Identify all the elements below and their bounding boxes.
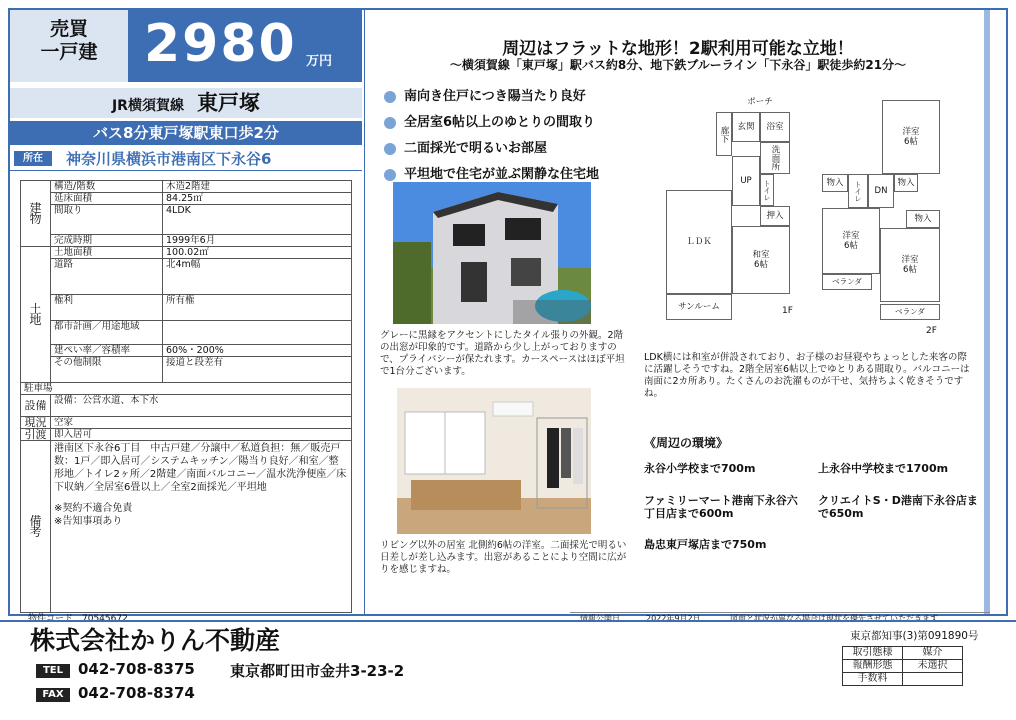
spec-label: 延床面積 [51, 193, 163, 205]
parking-label: 駐車場 [21, 383, 352, 395]
fp-genkan: 玄関 [732, 112, 760, 142]
spec-row [21, 193, 352, 205]
exterior-photo [393, 182, 591, 324]
caption-exterior: グレーに黒縁をアクセントにしたタイル張りの外観。2階の出窓が印象的です。道路から少し上がっておりますので、プライバシーが保たれます。カースペースはほぼ平坦で1台分ございます。 [380, 330, 625, 377]
fee-label: 手数料 [843, 673, 903, 686]
fax-icon: FAX [36, 688, 70, 702]
fp-closet: 物入 [822, 174, 848, 192]
fee-label: 取引態様 [843, 647, 903, 660]
floorplan-1f [664, 94, 798, 322]
bullet-icon [384, 117, 396, 129]
bullet-icon [384, 143, 396, 155]
floorplan-2f [822, 90, 942, 336]
env-item: 永谷小学校まで700m [644, 462, 756, 475]
spec-row [21, 429, 352, 441]
station-name: 東戸塚 [197, 91, 261, 115]
access-bar: バス8分東戸塚駅東口歩2分 [10, 121, 362, 145]
handover-value: 即入居可 [51, 429, 352, 441]
bullet-icon [384, 169, 396, 181]
spec-value: 北4m幅 [163, 259, 352, 295]
fp-closet: 物入 [894, 174, 918, 192]
spec-row [21, 345, 352, 357]
spec-row [21, 247, 352, 259]
line-name: JR横須賀線 [111, 98, 184, 114]
fp-closet: 物入 [906, 210, 940, 228]
caption-plan: LDK横には和室が併設されており、お子様のお昼寝やちょっとした来客の際に活躍しそうですね。2階全居室6帖以上でゆとりある間取り。バルコニーは南面に2カ所あり。たくさんのお洗濯ものが干せ、気持ちよく乾きそうですね。 [644, 352, 970, 399]
fax-number: 042-708-8374 [78, 684, 195, 702]
bullet-item [384, 112, 599, 134]
spec-label: 土地面積 [51, 247, 163, 259]
env-item: クリエイトS・D港南下永谷店まで650m [818, 494, 978, 520]
spec-value: 接道と段差有 [163, 357, 352, 383]
subheadline: ～横須賀線「東戸塚」駅バス約8分、地下鉄ブルーライン「下永谷」駅徒歩約21分～ [449, 58, 907, 72]
status-label: 現況 [21, 417, 51, 429]
spec-value: 100.02㎡ [163, 247, 352, 259]
spec-table [20, 180, 352, 613]
fp-porch: ポーチ [747, 97, 773, 107]
fp-washitsu: 和室 6帖 [732, 226, 790, 294]
fp-bath: 浴室 [760, 112, 790, 142]
fee-row [843, 660, 963, 673]
spec-value [163, 321, 352, 345]
remarks-note: ※契約不適合免責 [54, 503, 133, 514]
address: 神奈川県横浜市港南区下永谷6 [66, 150, 272, 168]
spec-row [21, 295, 352, 321]
spec-row [21, 205, 352, 235]
info-note: 図面と状況が異なる場合は現状を優先させていただきます [730, 614, 938, 623]
spec-label: 構造/階数 [51, 181, 163, 193]
spec-row [21, 441, 352, 613]
fp-sunroom: サンルーム [666, 294, 732, 320]
spec-value: 1999年6月 [163, 235, 352, 247]
bullet-text: 南向き住戸につき陽当たり良好 [404, 89, 586, 104]
fp-stairs: UP [732, 156, 760, 206]
env-item: ファミリーマート港南下永谷六丁目店まで600m [644, 494, 798, 520]
fee-value: 未選択 [903, 660, 963, 673]
spec-label: 間取り [51, 205, 163, 235]
fp-2f-label: 2F [926, 326, 937, 336]
station-box [10, 88, 362, 118]
tel-icon: TEL [36, 664, 70, 678]
spec-label: 道路 [51, 259, 163, 295]
fee-row [843, 647, 963, 660]
room-photo [397, 388, 591, 534]
fee-value: 媒介 [903, 647, 963, 660]
spec-row [21, 235, 352, 247]
type-label-2: 一戸建 [40, 41, 98, 63]
spec-row [21, 357, 352, 383]
remarks-label: 備考 [21, 441, 51, 613]
fp-oshiire: 押入 [760, 206, 790, 226]
price: 2980 [144, 14, 297, 74]
land-label: 土地 [21, 247, 51, 383]
bullet-item [384, 138, 599, 160]
spec-value: 60%・200% [163, 345, 352, 357]
headline: 周辺はフラットな地形！2駅利用可能な立地！ [502, 39, 854, 59]
type-box [10, 10, 128, 82]
remarks-note: ※告知事項あり [54, 516, 123, 527]
company-address: 東京都町田市金井3-23-2 [230, 662, 405, 680]
tel-number[interactable]: 042-708-8375 [78, 660, 195, 678]
spec-value: 84.25㎡ [163, 193, 352, 205]
caption-room: リビング以外の居室 北側約6帖の洋室。二面採光で明るい日差しが差し込みます。出窓があることにより空間に広がりを感じますね。 [380, 540, 627, 575]
fp-stairs-dn: DN [868, 174, 894, 208]
fp-toilet: トイレ [760, 174, 774, 206]
fp-room-2: 洋室 6帖 [822, 208, 880, 274]
bullet-text: 全居室6帖以上のゆとりの間取り [404, 115, 596, 130]
spec-value: 所有権 [163, 295, 352, 321]
fp-wash: 洗面所 [760, 142, 790, 174]
bullet-text: 二面採光で明るいお部屋 [404, 141, 548, 156]
remarks-value: 港南区下永谷6丁目 中古戸建／分譲中／私道負担：無／販売戸数：1戸／即入居可／システムキッチン／陽当り良好／和室／整形地／トイレ2ヶ所／2階建／南面バルコニー／温水洗浄便座／床下収納／全居室6畳以上／全室2面採光／平坦地 [54, 443, 347, 493]
spec-row [21, 321, 352, 345]
facility-label: 設備 [21, 395, 51, 417]
building-label: 建物 [21, 181, 51, 247]
spec-label: 都市計画／用途地域 [51, 321, 163, 345]
fee-row [843, 673, 963, 686]
spec-label: 完成時期 [51, 235, 163, 247]
facility-value: 設備：公営水道、本下水 [51, 395, 352, 417]
address-label: 所在 [14, 151, 52, 166]
property-code: 物件コード 70545672 [28, 614, 128, 624]
price-unit: 万円 [306, 54, 333, 69]
fp-ldk: ＬＤＫ [666, 190, 732, 294]
bullet-list [384, 86, 599, 186]
license-number: 東京都知事(3)第091890号 [850, 630, 979, 642]
bullet-text: 平坦地で住宅が並ぶ閑静な住宅地 [404, 167, 600, 182]
spec-value: 木造2階建 [163, 181, 352, 193]
price-box [128, 10, 362, 82]
spec-row [21, 395, 352, 417]
address-row [10, 147, 362, 171]
fee-label: 報酬形態 [843, 660, 903, 673]
spec-label: その他制限 [51, 357, 163, 383]
company-name: 株式会社かりん不動産 [30, 626, 281, 655]
fp-toilet-2: トイレ [848, 174, 868, 208]
spec-row [21, 417, 352, 429]
spec-value: 4LDK [163, 205, 352, 235]
status-value: 空家 [51, 417, 352, 429]
fp-veranda: ベランダ [880, 304, 940, 320]
env-item: 島忠東戸塚店まで750m [644, 538, 767, 551]
fp-veranda: ベランダ [822, 274, 872, 290]
env-title: 《周辺の環境》 [644, 436, 729, 450]
fee-table [842, 646, 963, 686]
handover-label: 引渡 [21, 429, 51, 441]
info-label: 情報公開日 [580, 614, 620, 623]
spec-row [21, 383, 352, 395]
fp-1f-label: 1F [782, 306, 793, 316]
spec-row [21, 259, 352, 295]
fp-hall: 廊下 [716, 112, 732, 156]
fp-room-1: 洋室 6帖 [882, 100, 940, 174]
column-divider [364, 10, 365, 614]
type-label-1: 売買 [49, 18, 88, 40]
info-date: 2022年9月2日 [646, 614, 701, 623]
fee-value [903, 673, 963, 686]
spec-label: 建ぺい率／容積率 [51, 345, 163, 357]
spec-label: 権利 [51, 295, 163, 321]
bullet-item [384, 86, 599, 108]
bullet-icon [384, 91, 396, 103]
fp-room-3: 洋室 6帖 [880, 228, 940, 302]
env-item: 上永谷中学校まで1700m [818, 462, 949, 475]
spec-row [21, 181, 352, 193]
